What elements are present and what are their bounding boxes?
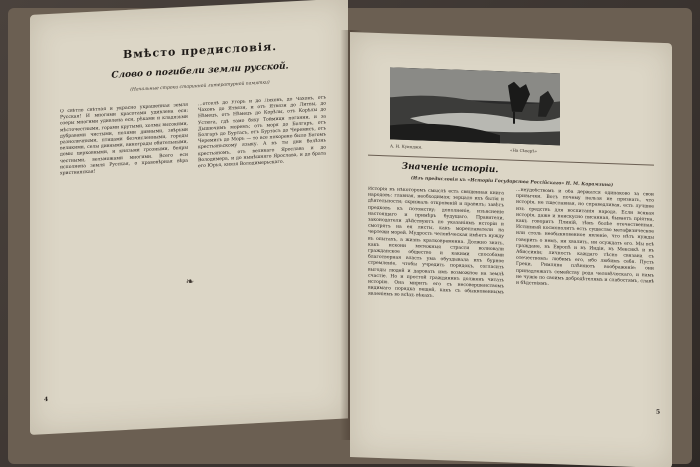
left-page-ornament: ❧: [185, 276, 195, 288]
left-page: [30, 0, 348, 435]
left-page-note: (Начальные строки старинной литературной памятки): [130, 80, 270, 93]
article-title: Значеніе исторіи.: [401, 161, 499, 176]
painting-landscape: [390, 67, 560, 145]
painting-illustration: [390, 67, 560, 145]
right-page: [350, 32, 672, 467]
right-page-column-1: Исторія въ нѣкоторомъ смыслѣ есть священная книга народовъ: главная, необходимая; зерцало ихъ бытія и дѣятельности; скрижаль откровеній и правилъ; завѣтъ предковъ къ потомству; дополненіе, изъясненіе настоящаго и примѣръ будущаго. Правители, законодатели дѣйствуютъ по указаніямъ исторіи и смотрятъ на ея листы, какъ мореплаватели на чертежи морей. Мудрость человѣческая имѣетъ нужду въ опытахъ, а жизнь кратковременна. Должно знать, какъ искони мятежныя страсти волновали гражданское общество и какими способами благотворная власть ума обуздывала ихъ бурное стремленіе, чтобы учредить порядокъ, согласить выгоды людей и даровать имъ возможное на землѣ счастіе. Но и простой гражданинъ долженъ читать исторію. Она миритъ его съ несовершенствомъ видимаго порядка вещей, какъ съ обыкновеннымъ явленіемъ во всѣхъ вѣкахъ.: [368, 186, 504, 300]
left-page-column-2: …отселѣ до Угоръ и до Ляховъ, до Чаховъ, отъ Чаховъ до Ятвязи, и отъ Ятвязи до Литвы, до Нѣмецъ, отъ Нѣмецъ до Корѣлы, отъ Корѣлы до Устюга, гдѣ тамо бяху Тоймици погании, и за Дышючимъ моремъ; отъ моря до Болгаръ, отъ Болгаръ до Буртасъ, отъ Буртасъ до Черемисъ, отъ Черемисъ до Моръ — то все покорено было Богомъ крестьяньскому языку. А въ ты дни болѣзнь крестьяномъ, отъ великаго Ярослава и до Володимера, и до нынѣшняго Ярослава, и до брата его Юрья, князя Володимерьскаго.: [198, 95, 326, 170]
left-page-heading: Вмѣсто предисловія.: [122, 40, 278, 62]
painting-caption-artist: А. И. Куинджи.: [390, 143, 423, 150]
left-page-number: 4: [44, 396, 49, 404]
article-source-note: (Изъ предисловія къ «Исторіи Государства Россійскаго» Н. М. Карамзина): [410, 176, 614, 189]
left-page-subheading: Слово о погибели земли русской.: [111, 61, 289, 81]
painting-caption-title: «На Сѣверѣ»: [510, 147, 538, 154]
right-page-number: 5: [656, 408, 661, 416]
left-page-column-1: О свѣтло свѣтлая и украсно украшенная земля Русская! И многими красотами удивлена еси: озеры многими удивлена еси, рѣками и кладязьми мѣсточестными, горами крутыми, холмы высокими, дубравами чистыми, полями дивными, звѣрьми разноличными, птицами безчисленными, городы великими, селы дивными, винограды обительными, домы церковными, и князьми грозными, бояры честными, вельможами многими. Всего еси исполнена земля Русская, о правовѣрная вѣра христианская!: [60, 102, 188, 177]
right-page-column-2: …неудобствомъ и оба держатся одинаково за свои привычки. Вотъ почему нельзя не признать, что исторія, не тщеславная, но справедливая, есть лучшее изъ средствъ для воспитанія народа. Если всякая исторія, даже и неискусно писанная, бываетъ пріятна, какъ говоритъ Плиній, тѣмъ болѣе отечественная. Истинный космополитъ есть существо метафизическое или столь необыкновенное явленіе, что нѣтъ нужды говорить о немъ, ни хвалить, ни осуждать его. Мы всѣ граждане, въ Европѣ и въ Индіи, въ Мексикѣ и въ Абиссиніи; личность каждаго тѣсно связана съ отечествомъ: любимъ его, ибо любимъ себя. Пусть Греки, Римляне плѣняютъ воображеніе: они принадлежатъ семейству рода человѣческаго, и намъ не чужіе по своимъ добродѣтелямъ и слабостямъ, славѣ и бѣдствіямъ.: [516, 187, 654, 287]
